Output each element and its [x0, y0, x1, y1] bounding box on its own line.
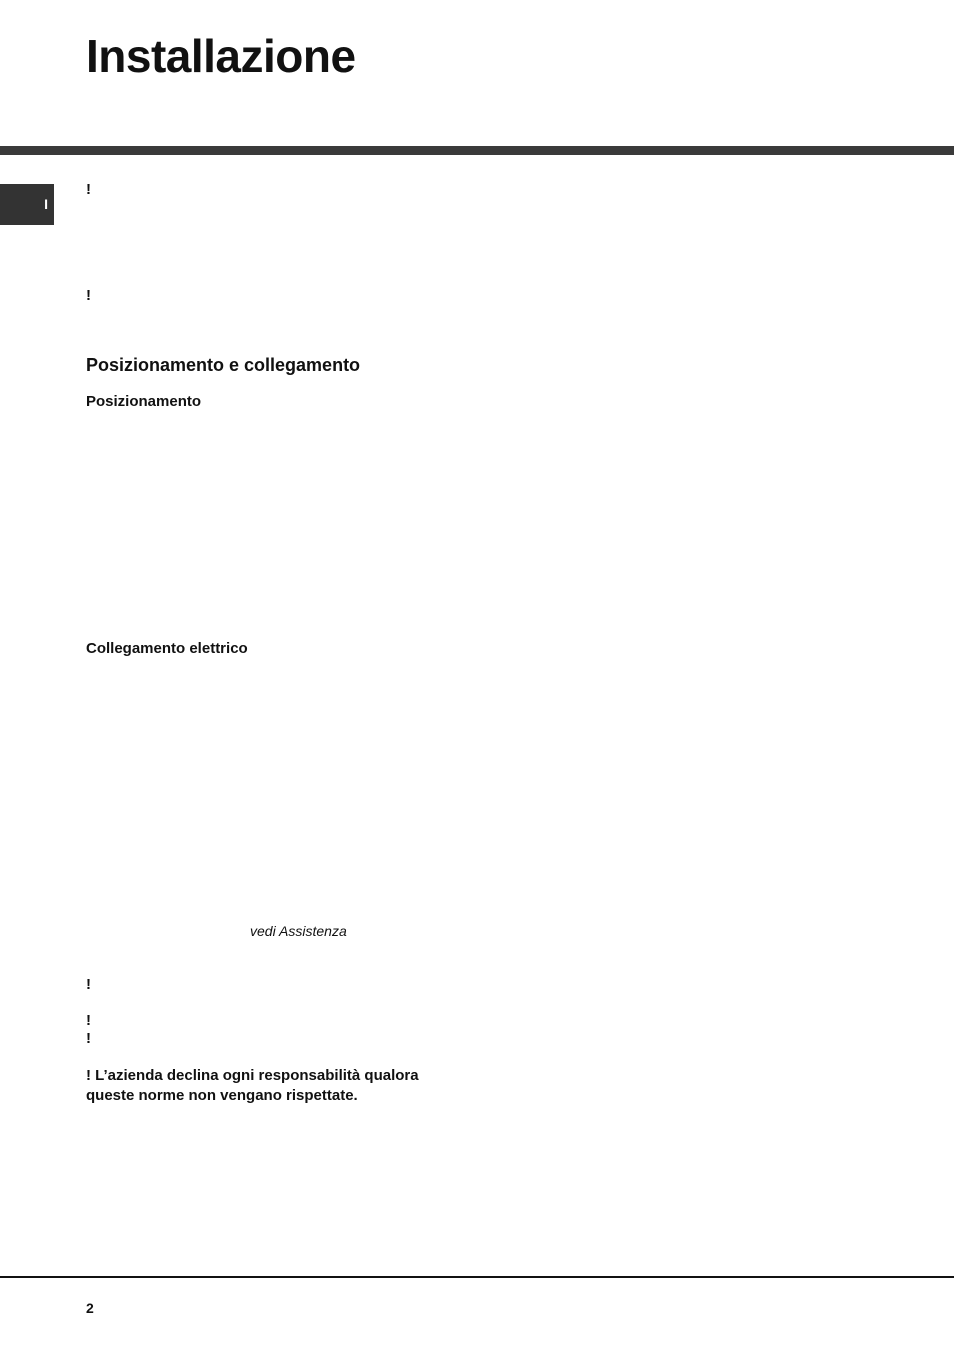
footer-divider: [0, 1276, 954, 1278]
subheading-placement: Posizionamento: [86, 393, 202, 410]
service-reference: vedi Assistenza: [250, 923, 347, 939]
warning-mark: !: [86, 287, 91, 304]
warning-mark: !: [86, 1012, 91, 1029]
disclaimer-line-1: L’azienda declina ogni responsabilità qualora: [95, 1067, 419, 1084]
warning-mark: !: [86, 1030, 91, 1047]
section-title: Posizionamento e collegamento: [86, 355, 361, 375]
warning-mark: !: [86, 976, 91, 993]
language-tab: I: [0, 184, 54, 225]
header-divider: [0, 146, 954, 155]
subheading-electrical: Collegamento elettrico: [86, 640, 248, 657]
disclaimer: [86, 1066, 466, 1106]
warning-mark: !: [86, 181, 91, 198]
page-title: Installazione: [86, 30, 356, 82]
disclaimer-line-2: queste norme non vengano rispettate.: [86, 1087, 358, 1104]
page-number: 2: [86, 1300, 94, 1316]
warning-mark: !: [86, 1067, 91, 1084]
